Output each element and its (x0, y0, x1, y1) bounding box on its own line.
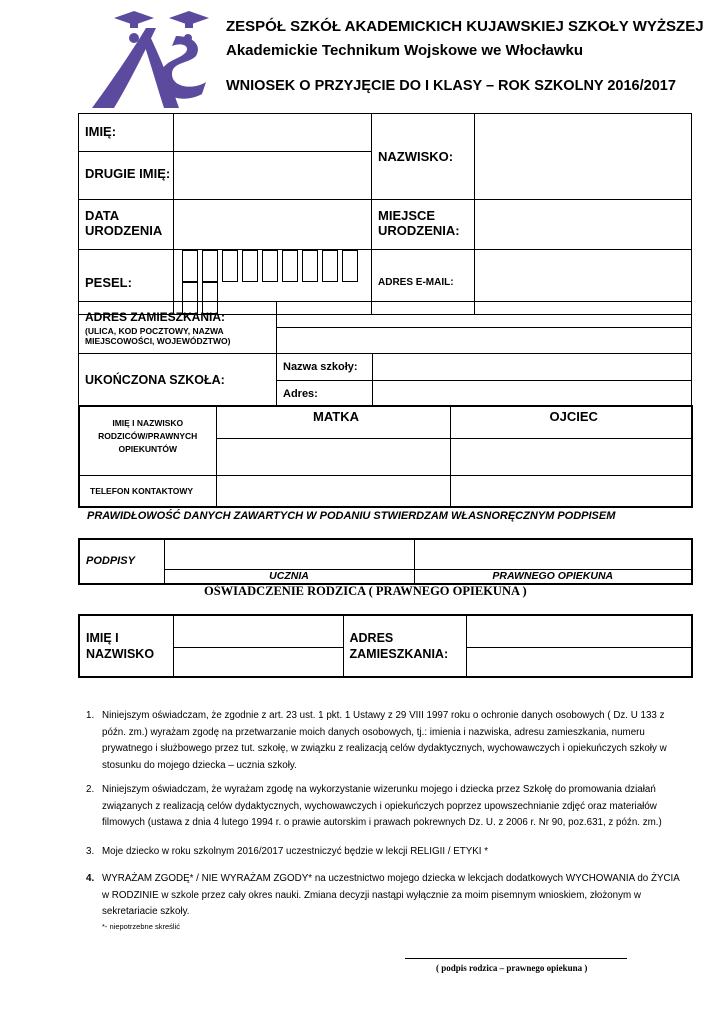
declaration-table (78, 614, 693, 678)
guardian-signature-line[interactable] (405, 958, 627, 959)
student-signature-caption: UCZNIA (164, 569, 414, 584)
school-table (78, 353, 692, 407)
phone-label: TELEFON KONTAKTOWY (79, 475, 216, 507)
declaration-address-field-1[interactable] (466, 615, 692, 647)
address-label: ADRES ZAMIESZKANIA: (ULICA, KOD POCZTOWY, NAZWA MIEJSCOWOŚCI, WOJEWÓDZTWO) (79, 302, 277, 354)
birth-place-label: MIEJSCE URODZENIA: (372, 200, 475, 250)
statement-4: 4. WYRAŻAM ZGODĘ* / NIE WYRAŻAM ZGODY* na uczestnictwo mojego dziecka w lekcjach dodatkowych WYCHOWANIA do ŻYCIA w RODZINIE w szkole przez cały okres nauki. Zmiana decyzji nastąpi wyłącznie za moim pisemnym wnioskiem, złożonym w sekretariacie szkoły. (86, 873, 680, 917)
declaration-title: OŚWIADCZENIE RODZICA ( PRAWNEGO OPIEKUNA ) (204, 584, 527, 598)
school-name-label: Nazwa szkoły: (277, 354, 373, 381)
mother-header: MATKA (216, 406, 450, 438)
address-hint: (ULICA, KOD POCZTOWY, NAZWA MIEJSCOWOŚCI, WOJEWÓDZTWO) (85, 326, 231, 346)
first-name-field[interactable] (174, 114, 372, 152)
pesel-label: PESEL: (79, 250, 174, 315)
statement-3: 3. Moje dziecko w roku szkolnym 2016/2017 uczestniczyć będzie w lekcji RELIGII / ETYKI * (86, 846, 489, 857)
school-subtitle: Akademickie Technikum Wojskowe we Włocławku (226, 42, 584, 59)
middle-name-field[interactable] (174, 152, 372, 200)
guardian-signature-caption: PRAWNEGO OPIEKUNA (414, 569, 692, 584)
personal-data-table (78, 113, 692, 315)
father-name-field[interactable] (450, 438, 692, 475)
declaration-name-field-2[interactable] (173, 647, 343, 677)
footnote: *- niepotrzebne skreślić (102, 922, 180, 931)
school-name-field[interactable] (373, 354, 692, 381)
address-field-line2[interactable] (277, 328, 692, 354)
first-name-label: IMIĘ: (79, 114, 174, 152)
surname-label: NAZWISKO: (372, 114, 475, 200)
statement-2: 2. Niniejszym oświadczam, że wyrażam zgodę na wykorzystanie wizerunku mojego i dziecka przez Szkołę do promowania działań związanych z realizacją celów dydaktycznych, wychowawczych i opiekuńczych poprzez upowszechnianie zdjęć oraz materiałów filmowych (ustawa z dnia 4 lutego 1994 r. o prawie autorskim i prawach pokrewnych Dz. U. z 2006 r. Nr 90, poz.631, z późn. zm.) (86, 784, 662, 828)
parents-label: IMIĘ I NAZWISKO RODZICÓW/PRAWNYCH OPIEKUNTÓW (79, 406, 216, 475)
mother-phone-field[interactable] (216, 475, 450, 507)
guardian-signature-label: ( podpis rodzica – prawnego opiekuna ) (436, 963, 588, 973)
birth-date-label: DATA URODZENIA (79, 200, 174, 250)
address-table (78, 301, 692, 354)
address-field-line1[interactable] (277, 302, 692, 328)
statement-1: 1. Niniejszym oświadczam, że zgodnie z art. 23 ust. 1 pkt. 1 Ustawy z 29 VIII 1997 roku o ochronie danych osobowych ( Dz. U 133 z późn. zm.) wyrażam zgodę na przetwarzanie moich danych osobowych, tj.: imienia i nazwiska, adresu zamieszkania, numeru prywatnego i służbowego przez tut. szkołę, w związku z realizacją celów dydaktycznych, wychowawczych i opiekuńczych szkoły w stosunku do mojego dziecka – ucznia szkoły. (86, 710, 667, 771)
school-name: ZESPÓŁ SZKÓŁ AKADEMICKICH KUJAWSKIEJ SZKOŁY WYŻSZEJ (226, 18, 704, 35)
declaration-address-field-2[interactable] (466, 647, 692, 677)
form-title: WNIOSEK O PRZYJĘCIE DO I KLASY – ROK SZKOLNY 2016/2017 (226, 78, 676, 94)
school-logo (84, 8, 214, 112)
email-label: ADRES E-MAIL: (372, 250, 475, 315)
school-label: UKOŃCZONA SZKOŁA: (79, 354, 277, 407)
birth-date-field[interactable] (174, 200, 372, 250)
signatures-table (78, 538, 693, 585)
parents-table (78, 405, 693, 508)
school-address-label: Adres: (277, 381, 373, 407)
birth-place-field[interactable] (475, 200, 692, 250)
student-signature-field[interactable] (164, 539, 414, 569)
guardian-signature-field[interactable] (414, 539, 692, 569)
declaration-address-label: ADRES ZAMIESZKANIA: (343, 615, 466, 677)
surname-field[interactable] (475, 114, 692, 200)
father-header: OJCIEC (450, 406, 692, 438)
father-phone-field[interactable] (450, 475, 692, 507)
middle-name-label: DRUGIE IMIĘ: (79, 152, 174, 200)
confirmation-text: PRAWIDŁOWOŚĆ DANYCH ZAWARTYCH W PODANIU STWIERDZAM WŁASNORĘCZNYM PODPISEM (87, 510, 616, 522)
mother-name-field[interactable] (216, 438, 450, 475)
declaration-name-field-1[interactable] (173, 615, 343, 647)
declaration-name-label: IMIĘ I NAZWISKO (79, 615, 173, 677)
school-address-field[interactable] (373, 381, 692, 407)
signatures-label: PODPISY (79, 539, 164, 584)
